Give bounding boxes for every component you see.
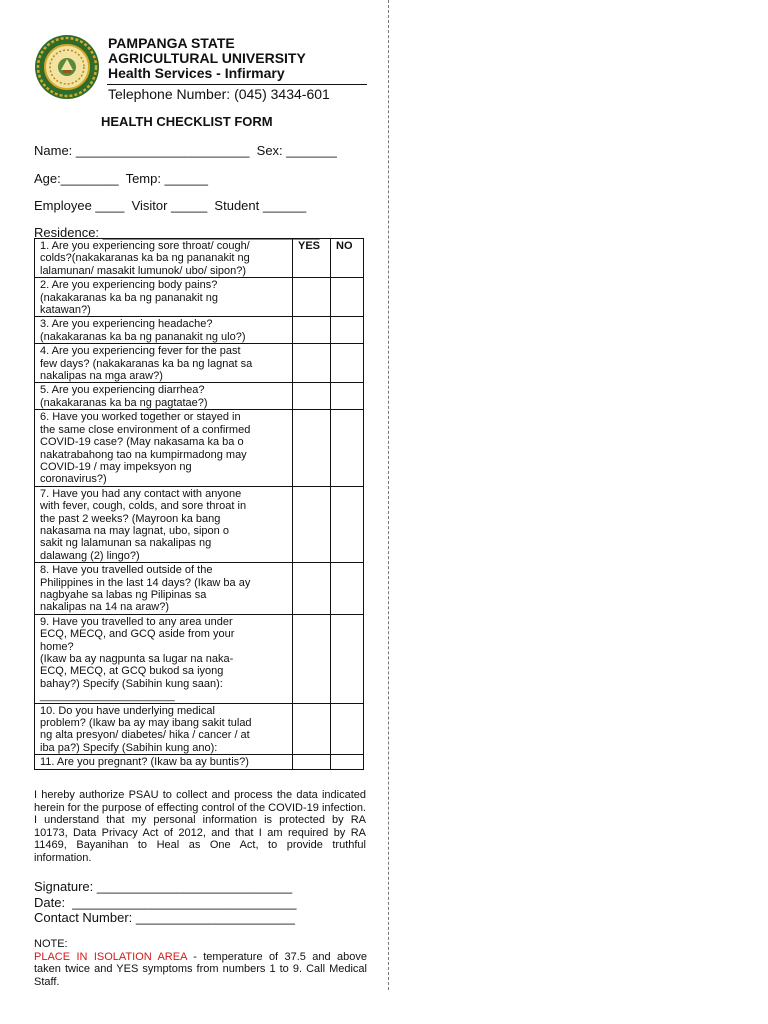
no-checkbox-cell[interactable]	[331, 410, 364, 486]
table-row	[35, 278, 364, 317]
no-checkbox-cell[interactable]	[331, 486, 364, 562]
yes-checkbox-cell[interactable]	[293, 614, 331, 703]
university-seal-logo	[34, 34, 100, 100]
question-8: 8. Have you travelled outside of the Philippines in the last 14 days? (Ikaw ba ay nagbyahe sa labas ng Pilipinas sa nakalipas na 14 na araw?)	[35, 563, 293, 615]
table-row	[35, 755, 364, 769]
age-temp-field[interactable]: Age:________ Temp: ______	[34, 171, 208, 186]
signature-field[interactable]: Signature: ___________________________	[34, 879, 293, 894]
question-11: 11. Are you pregnant? (Ikaw ba ay buntis?)	[35, 755, 293, 769]
question-7: 7. Have you had any contact with anyone with fever, cough, colds, and sore throat in the past 2 weeks? (Mayroon ka bang nakasama na may lagnat, ubo, sipon o sakit ng lalamunan sa nakalipas ng dalawang (2) lingo?)	[35, 486, 293, 562]
table-row	[35, 317, 364, 344]
contact-number-field[interactable]: Contact Number: ______________________	[34, 910, 295, 925]
table-row	[35, 410, 364, 486]
question-10: 10. Do you have underlying medical problem? (Ikaw ba ay may ibang sakit tulad ng alta presyon/ diabetes/ hika / cancer / at iba pa?) Specify (Sabihin kung ano):	[35, 703, 293, 755]
isolation-highlight: PLACE IN ISOLATION AREA	[34, 950, 187, 963]
university-name-line1: PAMPANGA STATE	[108, 35, 235, 51]
question-6: 6. Have you worked together or stayed in the same close environment of a confirmed COVID-19 case? (May nakasama ka ba o nakatrabahong tao na kumpirmadong may COVID-19 / may impeksyon ng coronavirus?)	[35, 410, 293, 486]
no-checkbox-cell[interactable]	[331, 755, 364, 769]
table-row	[35, 614, 364, 703]
office-name: Health Services - Infirmary	[108, 65, 285, 81]
form-title: HEALTH CHECKLIST FORM	[101, 114, 273, 129]
table-row	[35, 344, 364, 383]
no-checkbox-cell[interactable]	[331, 383, 364, 410]
no-checkbox-cell[interactable]	[331, 563, 364, 615]
residence-field[interactable]: Residence: ______________________________	[34, 225, 320, 240]
note-body	[34, 951, 367, 989]
yes-checkbox-cell[interactable]	[293, 703, 331, 755]
university-header	[108, 36, 306, 81]
health-checklist-table	[34, 238, 364, 770]
question-4: 4. Are you experiencing fever for the past few days? (nakakaranas ka ba ng lagnat sa nakalipas na mga araw?)	[35, 344, 293, 383]
name-sex-field[interactable]: Name: ________________________ Sex: _______	[34, 143, 337, 158]
no-checkbox-cell[interactable]	[331, 703, 364, 755]
category-field[interactable]: Employee ____ Visitor _____ Student ______	[34, 198, 307, 213]
no-checkbox-cell[interactable]	[331, 344, 364, 383]
yes-checkbox-cell[interactable]	[293, 317, 331, 344]
note-text: - temperature of 37.5 and above taken twice and YES symptoms from numbers 1 to 9. Call Medical Staff.	[34, 950, 367, 988]
yes-checkbox-cell[interactable]	[293, 278, 331, 317]
date-field[interactable]: Date: _______________________________	[34, 895, 297, 910]
table-row	[35, 563, 364, 615]
question-1: 1. Are you experiencing sore throat/ cough/ colds?(nakakaranas ka ba ng pananakit ng lalamunan/ masakit lumunok/ ubo/ sipon?)	[35, 239, 293, 278]
question-3: 3. Are you experiencing headache? (nakakaranas ka ba ng pananakit ng ulo?)	[35, 317, 293, 344]
yes-checkbox-cell[interactable]	[293, 344, 331, 383]
university-name-line2: AGRICULTURAL UNIVERSITY	[108, 50, 306, 66]
note-section	[34, 938, 367, 988]
cut-line-divider	[388, 0, 389, 990]
yes-checkbox-cell[interactable]	[293, 383, 331, 410]
question-5: 5. Are you experiencing diarrhea? (nakakaranas ka ba ng pagtatae?)	[35, 383, 293, 410]
no-header: NO	[331, 239, 364, 278]
table-row	[35, 239, 364, 278]
header-rule	[107, 84, 367, 85]
telephone-number: Telephone Number: (045) 3434-601	[108, 86, 330, 102]
yes-checkbox-cell[interactable]	[293, 486, 331, 562]
table-row	[35, 486, 364, 562]
yes-header: YES	[293, 239, 331, 278]
table-row	[35, 703, 364, 755]
no-checkbox-cell[interactable]	[331, 614, 364, 703]
note-label: NOTE:	[34, 938, 68, 950]
question-9: 9. Have you travelled to any area under ECQ, MECQ, and GCQ aside from your home? (Ikaw ba ay nagpunta sa lugar na naka- ECQ, MECQ, at GCQ bukod sa iyong bahay?) Specify (Sabihin kung saan): ______________________	[35, 614, 293, 703]
consent-statement: I hereby authorize PSAU to collect and process the data indicated herein for the purpose of effecting control of the COVID-19 infection. I understand that my personal information is protected by RA 10173, Data Privacy Act of 2012, and that I am required by RA 11469, Bayanihan to Heal as One Act, to provide truthful information.	[34, 789, 366, 864]
no-checkbox-cell[interactable]	[331, 317, 364, 344]
no-checkbox-cell[interactable]	[331, 278, 364, 317]
yes-checkbox-cell[interactable]	[293, 410, 331, 486]
yes-checkbox-cell[interactable]	[293, 755, 331, 769]
question-2: 2. Are you experiencing body pains? (nakakaranas ka ba ng pananakit ng katawan?)	[35, 278, 293, 317]
table-row	[35, 383, 364, 410]
yes-checkbox-cell[interactable]	[293, 563, 331, 615]
